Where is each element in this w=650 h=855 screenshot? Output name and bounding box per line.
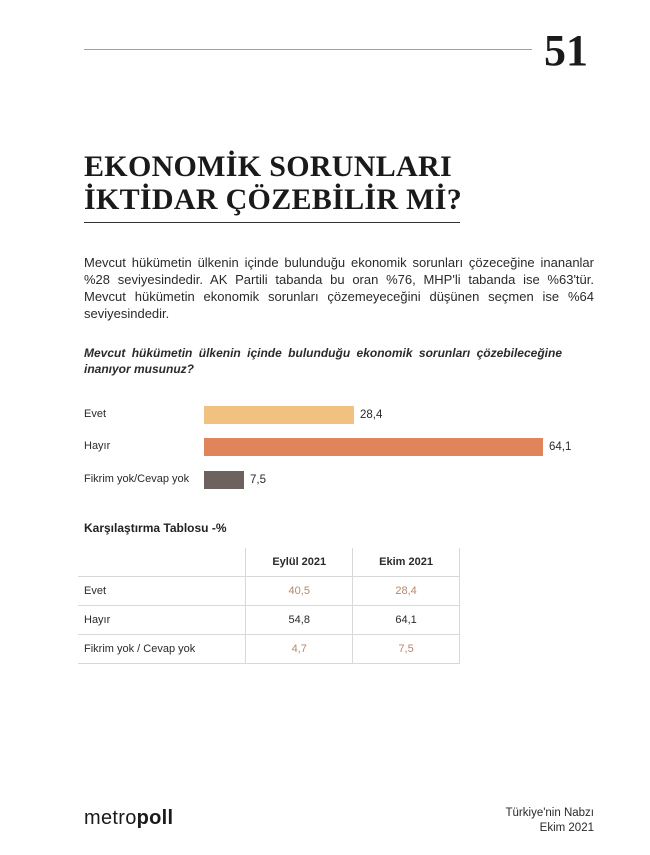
cell-eylul: 54,8: [246, 606, 353, 635]
bar-label-fikrim-yok: Fikrim yok/Cevap yok: [84, 473, 190, 485]
header-rule: [84, 49, 532, 50]
table-row: [78, 635, 460, 664]
footer-report-info: [506, 806, 594, 836]
table-header-ekim: Ekim 2021: [353, 548, 460, 577]
bar-row-fikrim-yok: [84, 471, 584, 491]
row-label: Hayır: [78, 606, 246, 635]
logo-bold: poll: [136, 807, 174, 829]
footer-date: Ekim 2021: [539, 822, 594, 834]
row-label: Fikrim yok / Cevap yok: [78, 635, 246, 664]
table-title: Karşılaştırma Tablosu -%: [84, 521, 227, 535]
bar-value-hayir: 64,1: [549, 441, 572, 453]
bar-value-evet: 28,4: [360, 409, 383, 421]
page-number: 51: [544, 26, 588, 75]
cell-ekim: 64,1: [353, 606, 460, 635]
cell-ekim: 28,4: [353, 577, 460, 606]
bar-row-evet: [84, 406, 584, 426]
comparison-table: [78, 548, 460, 664]
bar-value-fikrim-yok: 7,5: [250, 474, 266, 486]
title-line-2: İKTİDAR ÇÖZEBİLİR Mİ?: [84, 183, 463, 216]
bar-chart: [84, 396, 584, 500]
table-header-eylul: Eylül 2021: [246, 548, 353, 577]
bar-fikrim-yok: [204, 471, 244, 489]
title-underline: [84, 222, 460, 223]
bar-row-hayir: [84, 438, 584, 458]
metropoll-logo: [84, 807, 173, 830]
cell-eylul: 40,5: [246, 577, 353, 606]
bar-hayir: [204, 438, 543, 456]
row-label: Evet: [78, 577, 246, 606]
survey-question: Mevcut hükümetin ülkenin içinde bulunduğu ekonomik sorunları çözebileceğine inanıyor musunuz?: [84, 346, 562, 376]
table-header-empty: [78, 548, 246, 577]
intro-paragraph: Mevcut hükümetin ülkenin içinde bulunduğu ekonomik sorunları çözeceğine inananlar %28 seviyesindedir. AK Partili tabanda bu oran %76, MHP'li tabanda ise %63'tür. Mevcut hükümetin ekonomik sorunları çözemeyeceğini düşünen seçmen ise %64 seviyesindedir.: [84, 255, 594, 321]
table-row: [78, 606, 460, 635]
page-title: [84, 150, 544, 216]
bar-label-hayir: Hayır: [84, 440, 111, 452]
logo-regular: metro: [84, 807, 137, 829]
title-line-1: EKONOMİK SORUNLARI: [84, 150, 452, 183]
table-header-row: [78, 548, 460, 577]
bar-label-evet: Evet: [84, 408, 107, 420]
cell-ekim: 7,5: [353, 635, 460, 664]
cell-eylul: 4,7: [246, 635, 353, 664]
bar-evet: [204, 406, 354, 424]
footer-report-name: Türkiye'nin Nabzı: [505, 807, 594, 819]
table-row: [78, 577, 460, 606]
